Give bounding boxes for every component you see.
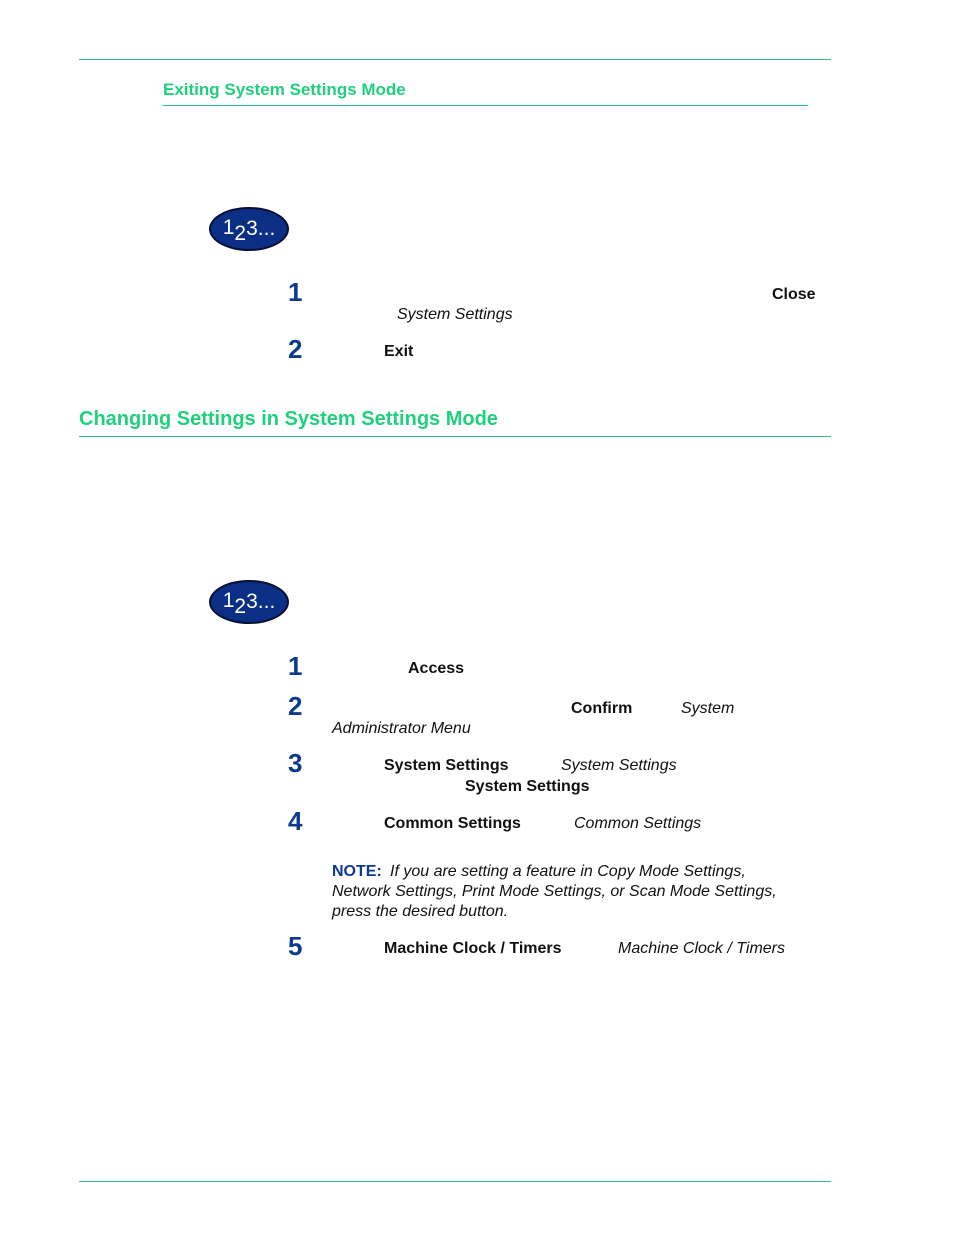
step-number: 1 [288,277,303,307]
screen-name: Administrator Menu [332,720,471,737]
section-heading-changing-underline [79,436,831,437]
access-button-label: Access [408,660,465,677]
screen-name: System Settings [561,757,677,774]
step-number: 1 [288,651,303,681]
confirm-button-label: Confirm [571,700,633,717]
section-heading-exiting: Exiting System Settings Mode [163,80,406,99]
note-label: NOTE: [332,863,382,880]
bottom-rule [79,1181,831,1182]
note-text: press the desired button. [332,903,509,920]
steps-icon: 1 2 3... [209,580,289,624]
screen-name: Common Settings [574,815,702,832]
common-settings-button-label: Common Settings [384,815,521,832]
screen-name: System [681,700,735,717]
section-heading-exiting-underline [163,105,808,106]
system-settings-button-label: System Settings [465,778,590,795]
steps-icon: 1 2 3... [209,207,289,251]
machine-clock-button-label: Machine Clock / Timers [384,940,562,957]
screen-name: System Settings [397,306,513,323]
top-rule [79,59,831,60]
note-text: Network Settings, Print Mode Settings, or Scan Mode Settings, [332,883,777,900]
section-heading-changing: Changing Settings in System Settings Mode [79,408,498,430]
step-number: 5 [288,931,303,961]
step-number: 3 [288,748,303,778]
close-button-label: Close [772,286,816,303]
exit-button-label: Exit [384,343,414,360]
note-text: If you are setting a feature in Copy Mode Settings, [390,863,746,880]
step-number: 4 [288,806,303,836]
step-number: 2 [288,691,303,721]
screen-name: Machine Clock / Timers [618,940,786,957]
step-number: 2 [288,334,303,364]
system-settings-button-label: System Settings [384,757,509,774]
